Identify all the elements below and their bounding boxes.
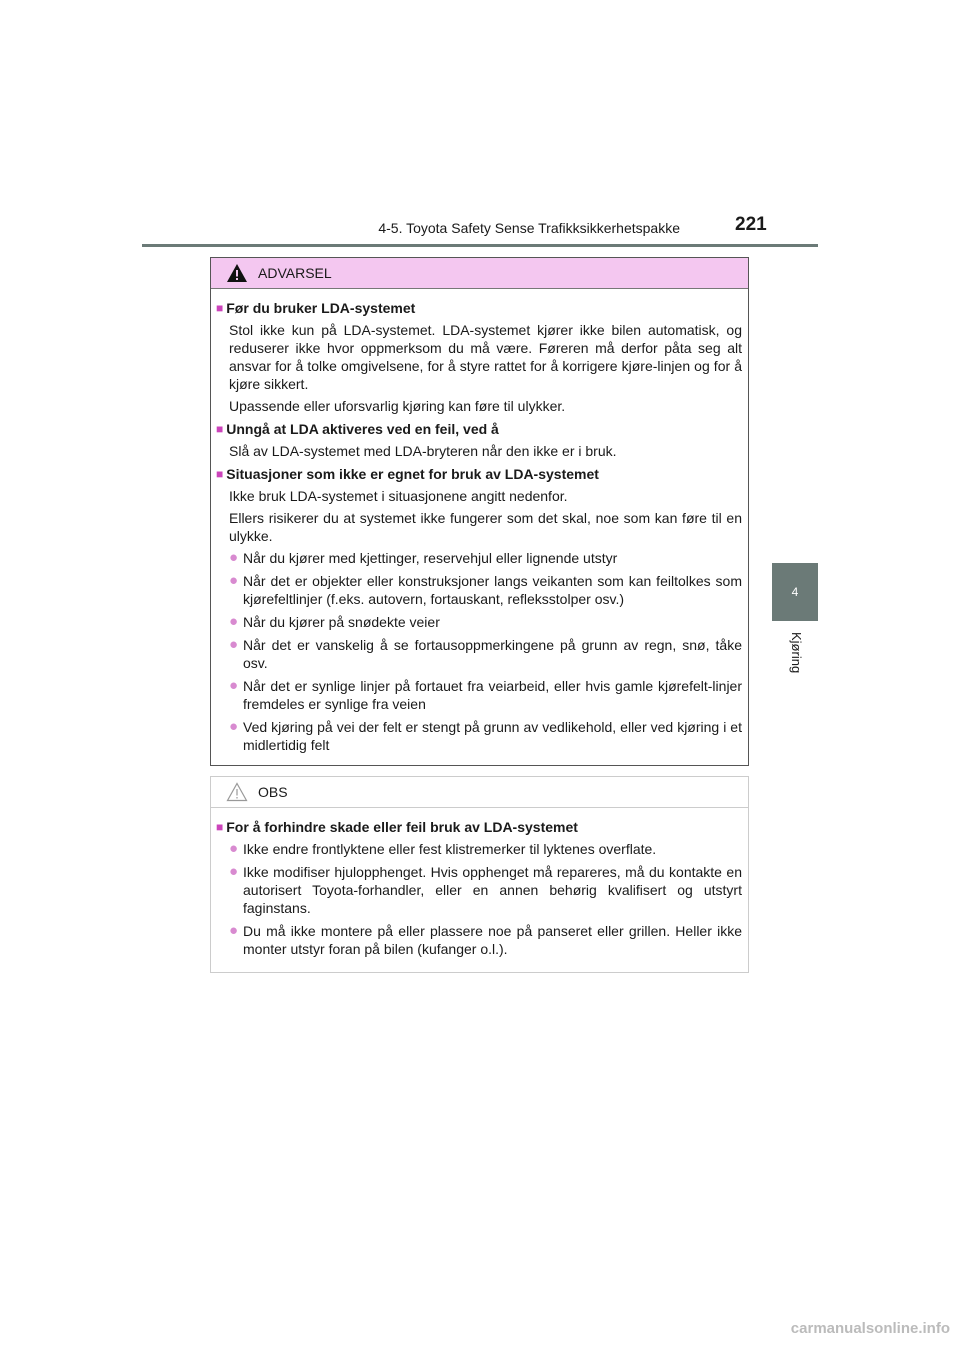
square-bullet-icon: ■ <box>216 820 224 834</box>
section-title <box>216 299 742 317</box>
warning-box-header <box>211 258 748 289</box>
list-item <box>229 840 742 858</box>
section-title <box>216 420 742 438</box>
chapter-number: 4 <box>791 585 799 599</box>
bullet-list <box>216 840 742 958</box>
section-title-text: Før du bruker LDA-systemet <box>226 300 416 316</box>
notice-label: OBS <box>258 784 288 800</box>
watermark: carmanualsonline.info <box>790 1320 950 1337</box>
chapter-label: Kjøring <box>789 632 804 674</box>
list-item <box>229 572 742 608</box>
warning-triangle-icon <box>226 263 248 283</box>
page-number: 221 <box>735 214 767 235</box>
list-item-text: Ved kjøring på vei der felt er stengt på grunn av vedlikehold, eller ved kjøring i et midlertidig felt <box>243 719 742 753</box>
section-paragraph: Stol ikke kun på LDA-systemet. LDA-systemet kjører ikke bilen automatisk, og reduserer ikke hvor oppmerksom du må være. Føreren må derfor påta seg alt ansvar for å tolke omgivelsene, for å styre rattet for å korrigere kjøre-linjen og for å kjøre sikkert. <box>229 322 742 392</box>
header-rule <box>142 244 818 247</box>
section-title-text: Unngå at LDA aktiveres ved en feil, ved å <box>226 421 499 437</box>
list-item <box>229 718 742 754</box>
warning-box-body <box>211 289 748 754</box>
section-paragraph: Slå av LDA-systemet med LDA-bryteren når den ikke er i bruk. <box>229 443 617 459</box>
section-title-text: Situasjoner som ikke er egnet for bruk av LDA-systemet <box>226 466 599 482</box>
square-bullet-icon: ■ <box>216 467 224 481</box>
section-paragraph: Ikke bruk LDA-systemet i situasjonene angitt nedenfor. <box>229 488 568 504</box>
round-bullet-icon: ● <box>229 613 239 630</box>
square-bullet-icon: ■ <box>216 301 224 315</box>
list-item-text: Når det er objekter eller konstruksjoner langs veikanten som kan feiltolkes som kjørefeltlinjer (f.eks. autovern, fortauskant, refleksstolper osv.) <box>243 573 742 607</box>
section-title <box>216 818 742 836</box>
section <box>216 420 742 460</box>
round-bullet-icon: ● <box>229 863 239 880</box>
bullet-list <box>216 549 742 754</box>
chapter-tab <box>772 563 818 621</box>
round-bullet-icon: ● <box>229 636 239 653</box>
round-bullet-icon: ● <box>229 718 239 735</box>
list-item <box>229 863 742 917</box>
round-bullet-icon: ● <box>229 572 239 589</box>
list-item-text: Ikke endre frontlyktene eller fest klistremerker til lyktenes overflate. <box>243 841 657 857</box>
round-bullet-icon: ● <box>229 549 239 566</box>
list-item-text: Du må ikke montere på eller plassere noe på panseret eller grillen. Heller ikke monter utstyr foran på bilen (kufanger o.l.). <box>243 923 742 957</box>
section-title-text: For å forhindre skade eller feil bruk av LDA-systemet <box>226 819 578 835</box>
list-item-text: Når du kjører med kjettinger, reservehjul eller lignende utstyr <box>243 550 618 566</box>
section <box>216 299 742 415</box>
list-item-text: Når det er vanskelig å se fortausoppmerkingene på grunn av regn, snø, tåke osv. <box>243 637 742 671</box>
page-header-title: 4-5. Toyota Safety Sense Trafikksikkerhetspakke <box>378 220 680 236</box>
notice-box-header <box>211 777 748 808</box>
round-bullet-icon: ● <box>229 677 239 694</box>
warning-box <box>210 257 749 766</box>
section <box>216 465 742 754</box>
section-title <box>216 465 742 483</box>
section-paragraph: Upassende eller uforsvarlig kjøring kan føre til ulykker. <box>229 398 566 414</box>
list-item <box>229 677 742 713</box>
notice-box-body <box>211 808 748 958</box>
caution-triangle-icon <box>226 782 248 802</box>
list-item <box>229 922 742 958</box>
list-item-text: Når du kjører på snødekte veier <box>243 614 440 630</box>
list-item <box>229 549 742 567</box>
round-bullet-icon: ● <box>229 840 239 857</box>
list-item-text: Når det er synlige linjer på fortauet fra veiarbeid, eller hvis gamle kjørefelt-linjer fremdeles er synlige fra veien <box>243 678 742 712</box>
section <box>216 818 742 958</box>
square-bullet-icon: ■ <box>216 422 224 436</box>
list-item-text: Ikke modifiser hjulopphenget. Hvis opphenget må repareres, må du kontakte en autorisert Toyota-forhandler, eller en annen behørig kvalifisert og utstyrt faginstans. <box>243 864 742 916</box>
warning-label: ADVARSEL <box>258 265 332 281</box>
round-bullet-icon: ● <box>229 922 239 939</box>
notice-box <box>210 776 749 973</box>
list-item <box>229 613 742 631</box>
list-item <box>229 636 742 672</box>
section-paragraph: Ellers risikerer du at systemet ikke fungerer som det skal, noe som kan føre til en ulykke. <box>229 510 742 544</box>
